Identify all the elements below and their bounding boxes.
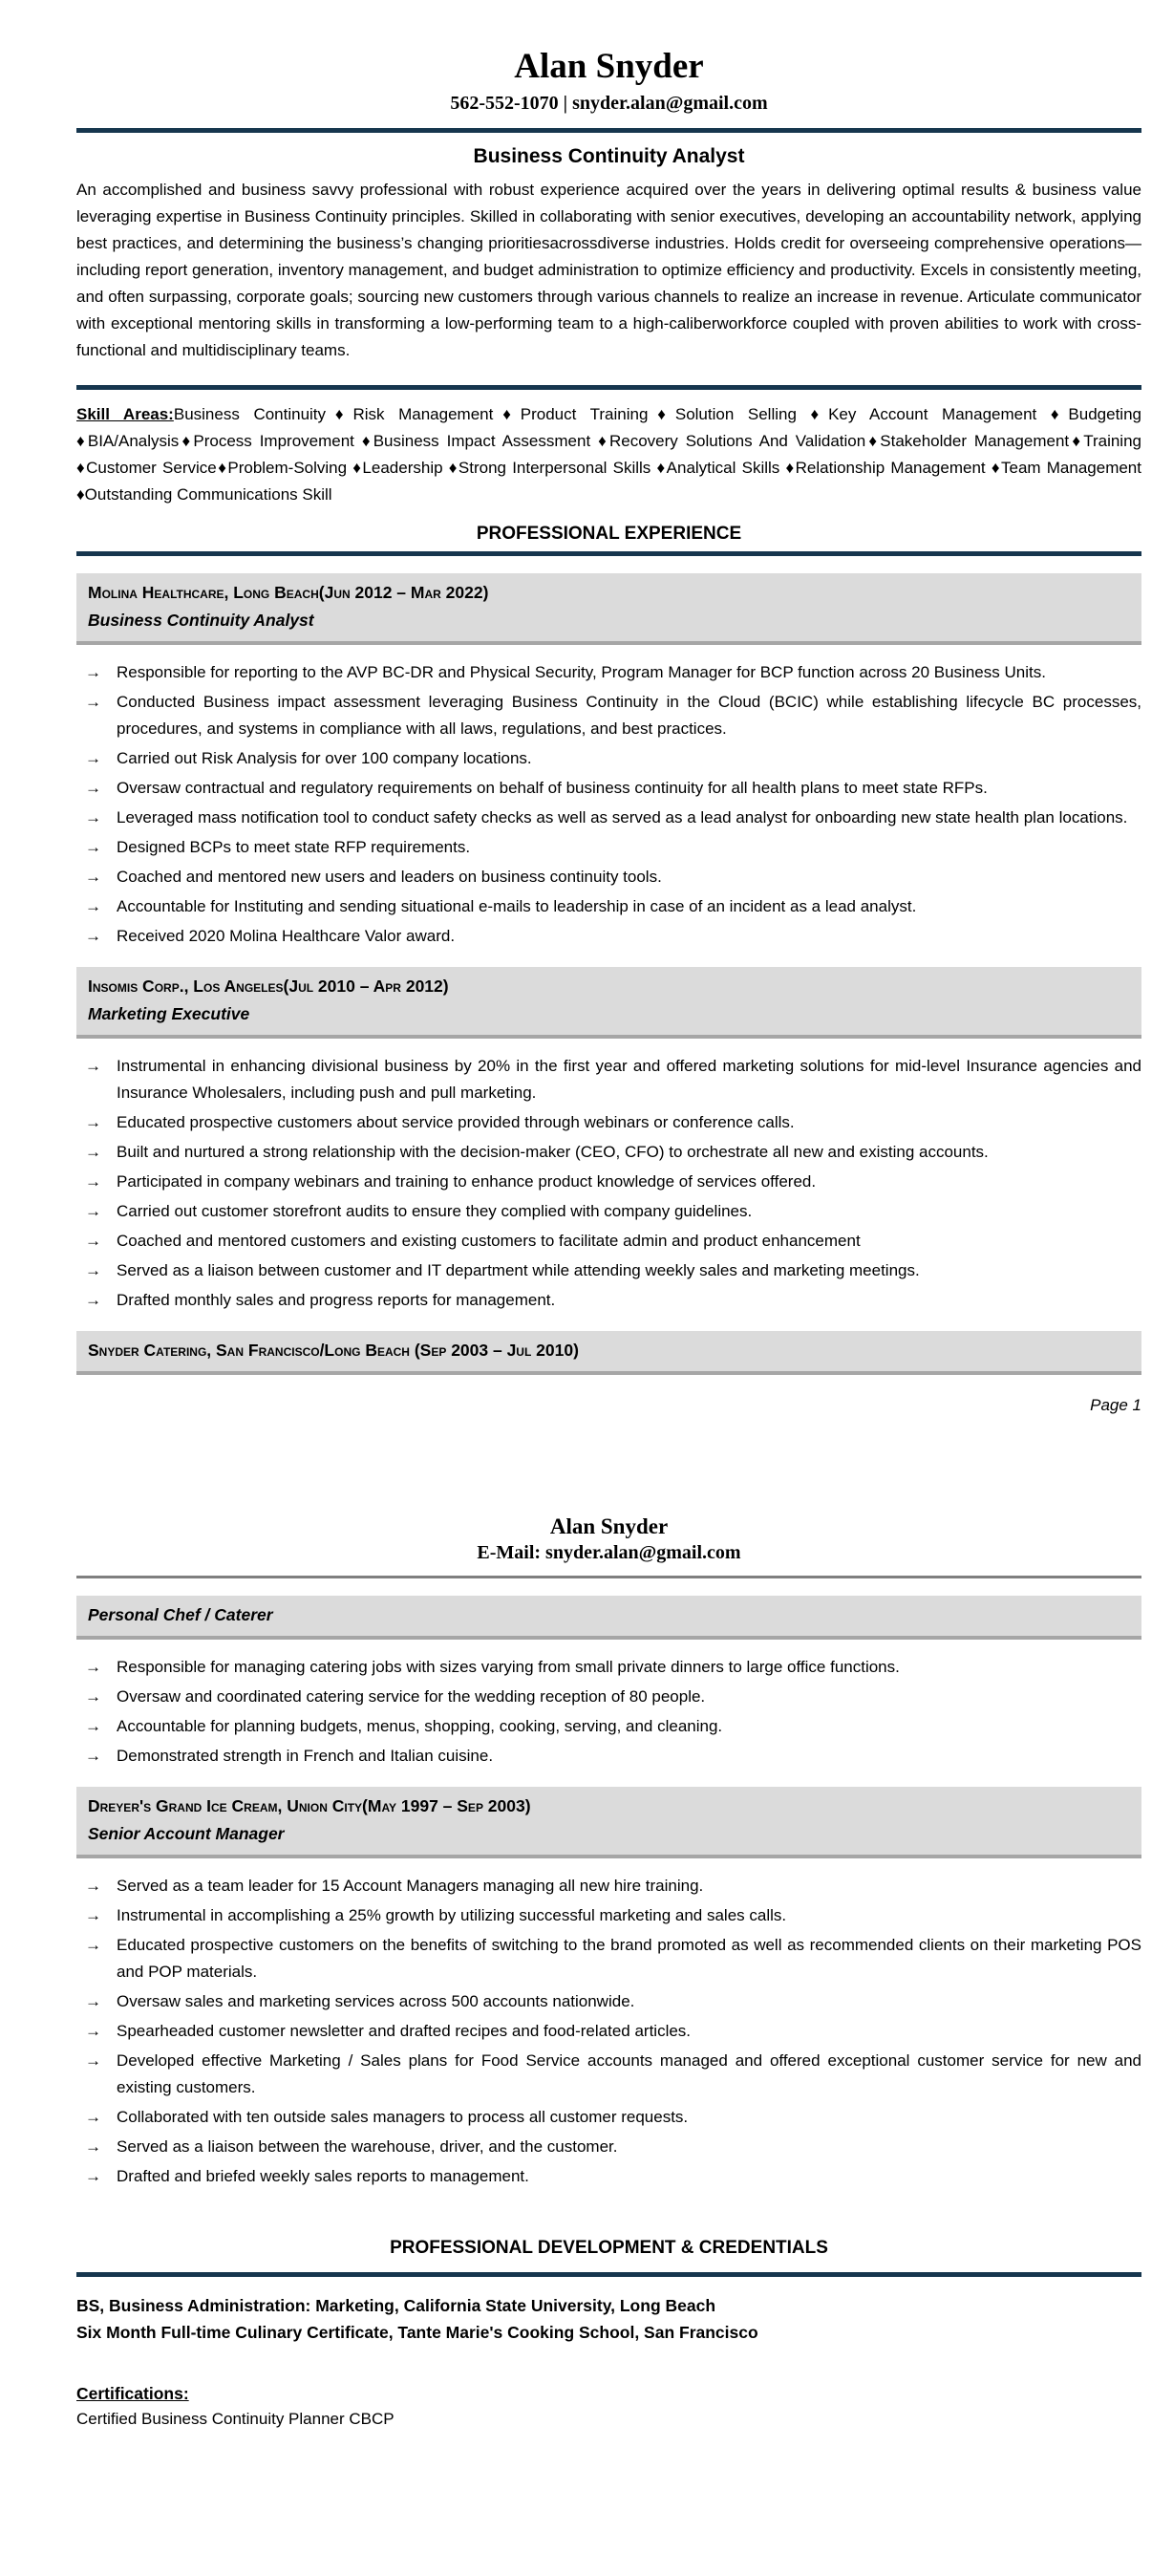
bullet-item <box>76 2048 1141 2101</box>
job-title: Personal Chef / Caterer <box>88 1604 273 1624</box>
page-title: Alan Snyder <box>514 47 704 86</box>
bullet-item <box>76 1684 1141 1710</box>
arrow-bullet-icon: → <box>85 1260 101 1279</box>
job-bullets-insomis <box>76 1053 1141 1314</box>
page2-header-divider <box>76 1576 1141 1578</box>
bullet-text: Responsible for managing catering jobs with sizes varying from small private dinners to large office functions. <box>117 1657 900 1676</box>
page2-email-line: E-Mail: snyder.alan@gmail.com <box>477 1541 741 1563</box>
bullet-item <box>76 1228 1141 1255</box>
job-header-molina <box>76 573 1141 645</box>
skills-paragraph <box>76 401 1141 508</box>
arrow-bullet-icon: → <box>85 926 101 945</box>
bullet-item <box>76 2163 1141 2190</box>
bullet-text: Participated in company webinars and training to enhance product knowledge of services offered. <box>117 1171 817 1191</box>
skills-label: Skill Areas: <box>76 404 174 423</box>
page2-name: Alan Snyder <box>549 1513 669 1538</box>
job-title: Business Continuity Analyst <box>88 610 314 630</box>
bullet-text: Served as a liaison between the warehouse, driver, and the customer. <box>117 2136 618 2156</box>
bullet-item <box>76 1713 1141 1740</box>
resume-document <box>76 0 1141 2429</box>
bullet-text: Educated prospective customers on the benefits of switching to the brand promoted as well as recommended clients on their marketing POS and POP materials. <box>117 1935 1141 1981</box>
bullet-text: Demonstrated strength in French and Italian cuisine. <box>117 1746 494 1765</box>
certifications-label: Certifications: <box>76 2383 189 2403</box>
bullet-text: Leveraged mass notification tool to conduct safety checks as well as served as a lead analyst for onboarding new state health plan locations. <box>117 807 1128 826</box>
bullet-item <box>76 1139 1141 1166</box>
arrow-bullet-icon: → <box>85 1991 101 2010</box>
bullet-text: Conducted Business impact assessment leveraging Business Continuity in the Cloud (BCIC) while establishing lifecycle BC processes, procedures, and systems in compliance with all laws, regulations, and best practices. <box>117 692 1141 738</box>
page-break-gap <box>76 1415 1141 1514</box>
bullet-text: Instrumental in accomplishing a 25% growth by utilizing successful marketing and sales calls. <box>117 1905 787 1924</box>
bullet-item <box>76 1257 1141 1284</box>
education-line: Six Month Full-time Culinary Certificate, Tante Marie's Cooking School, San Francisco <box>76 2322 758 2342</box>
arrow-bullet-icon: → <box>85 778 101 797</box>
page-number: Page 1 <box>1090 1395 1141 1414</box>
arrow-bullet-icon: → <box>85 1231 101 1250</box>
summary-paragraph: An accomplished and business savvy professional with robust experience acquired over the years in delivering optimal results & business value leveraging expertise in Business Continuity principles. Skilled in collaborating with senior executives, developing an accountability network, applying best practices, and determining the business’s changing prioritiesacrossdiverse industries. Holds credit for overseeing comprehensive operations—including report generation, inventory management, and budget administration to optimize efficiency and productivity. Excels in consistently meeting, and often surpassing, corporate goals; sourcing new customers through various channels to realize an increase in revenue. Articulate communicator with exceptional mentoring skills in transforming a low-performing team to a high-caliberworkforce coupled with proven abilities to work with cross-functional and multidisciplinary teams. <box>76 180 1141 359</box>
bullet-item <box>76 2134 1141 2160</box>
bullet-item <box>76 745 1141 772</box>
bullet-item <box>76 1169 1141 1195</box>
bullet-text: Built and nurtured a strong relationship with the decision-maker (CEO, CFO) to orchestrate all new and existing accounts. <box>117 1142 989 1161</box>
header-divider <box>76 128 1141 133</box>
bullet-text: Served as a team leader for 15 Account Managers managing all new hire training. <box>117 1876 704 1895</box>
arrow-bullet-icon: → <box>85 1142 101 1161</box>
bullet-item <box>76 1873 1141 1900</box>
bullet-text: Responsible for reporting to the AVP BC-DR and Physical Security, Program Manager for BCP function across 20 Business Units. <box>117 662 1046 681</box>
arrow-bullet-icon: → <box>85 1935 101 1954</box>
bullet-item <box>76 834 1141 861</box>
bullet-text: Instrumental in enhancing divisional business by 20% in the first year and offered marketing solutions for mid-level Insurance agencies and Insurance Wholesalers, including push and pull marketing. <box>117 1056 1141 1102</box>
bullet-item <box>76 864 1141 891</box>
arrow-bullet-icon: → <box>85 2107 101 2126</box>
bullet-item <box>76 1902 1141 1929</box>
arrow-bullet-icon: → <box>85 1201 101 1220</box>
bullet-text: Accountable for planning budgets, menus, shopping, cooking, serving, and cleaning. <box>117 1716 723 1735</box>
bullet-text: Educated prospective customers about service provided through webinars or conference calls. <box>117 1112 795 1131</box>
bullet-text: Coached and mentored new users and leaders on business continuity tools. <box>117 867 662 886</box>
bullet-text: Received 2020 Molina Healthcare Valor award. <box>117 926 456 945</box>
credentials-divider <box>76 2272 1141 2277</box>
arrow-bullet-icon: → <box>85 2021 101 2040</box>
job-company-line: Dreyer's Grand Ice Cream, Union City(May 1997 – Sep 2003) <box>88 1795 531 1815</box>
bullet-item <box>76 1053 1141 1106</box>
experience-heading: PROFESSIONAL EXPERIENCE <box>476 523 742 544</box>
bullet-item <box>76 1988 1141 2015</box>
bullet-item <box>76 1932 1141 1986</box>
bullet-text: Oversaw and coordinated catering service for the wedding reception of 80 people. <box>117 1686 706 1706</box>
bullet-text: Spearheaded customer newsletter and drafted recipes and food-related articles. <box>117 2021 692 2040</box>
role-title: Business Continuity Analyst <box>473 144 745 167</box>
arrow-bullet-icon: → <box>85 896 101 915</box>
arrow-bullet-icon: → <box>85 1905 101 1924</box>
bullet-text: Carried out Risk Analysis for over 100 company locations. <box>117 748 532 767</box>
job-header-personal-chef <box>76 1596 1141 1640</box>
arrow-bullet-icon: → <box>85 1056 101 1075</box>
job-bullets-snyder-catering <box>76 1654 1141 1770</box>
bullet-text: Developed effective Marketing / Sales plans for Food Service accounts managed and offered exceptional customer service for new and existing customers. <box>117 2050 1141 2096</box>
experience-divider <box>76 551 1141 556</box>
arrow-bullet-icon: → <box>85 692 101 711</box>
bullet-item <box>76 923 1141 950</box>
arrow-bullet-icon: → <box>85 2136 101 2156</box>
bullet-text: Oversaw contractual and regulatory requirements on behalf of business continuity for all health plans to meet state RFPs. <box>117 778 988 797</box>
education-block <box>76 2292 1141 2346</box>
job-title: Senior Account Manager <box>88 1823 285 1843</box>
arrow-bullet-icon: → <box>85 2050 101 2070</box>
bullet-item <box>76 1654 1141 1681</box>
bullet-text: Drafted and briefed weekly sales reports to management. <box>117 2166 529 2185</box>
job-title: Marketing Executive <box>88 1003 250 1023</box>
job-company-line: Molina Healthcare, Long Beach(Jun 2012 – Mar 2022) <box>88 582 489 602</box>
bullet-text: Carried out customer storefront audits to ensure they complied with company guidelines. <box>117 1201 753 1220</box>
job-bullets-dreyers <box>76 1873 1141 2190</box>
arrow-bullet-icon: → <box>85 1290 101 1309</box>
arrow-bullet-icon: → <box>85 1686 101 1706</box>
education-line: BS, Business Administration: Marketing, California State University, Long Beach <box>76 2295 716 2315</box>
arrow-bullet-icon: → <box>85 1746 101 1765</box>
job-company-line: Insomis Corp., Los Angeles(Jul 2010 – Apr 2012) <box>88 976 449 996</box>
bullet-text: Collaborated with ten outside sales managers to process all customer requests. <box>117 2107 689 2126</box>
job-company-line: Snyder Catering, San Francisco/Long Beach (Sep 2003 – Jul 2010) <box>88 1340 579 1360</box>
certification-line: Certified Business Continuity Planner CBCP <box>76 2409 395 2428</box>
bullet-text: Accountable for Instituting and sending situational e-mails to leadership in case of an incident as a lead analyst. <box>117 896 917 915</box>
bullet-text: Oversaw sales and marketing services across 500 accounts nationwide. <box>117 1991 635 2010</box>
bullet-text: Designed BCPs to meet state RFP requirements. <box>117 837 471 856</box>
bullet-item <box>76 689 1141 742</box>
job-header-insomis <box>76 967 1141 1039</box>
arrow-bullet-icon: → <box>85 867 101 886</box>
arrow-bullet-icon: → <box>85 1171 101 1191</box>
bullet-item <box>76 2018 1141 2045</box>
skills-section <box>76 385 1141 508</box>
bullet-item <box>76 2104 1141 2131</box>
bullet-item <box>76 1287 1141 1314</box>
arrow-bullet-icon: → <box>85 1657 101 1676</box>
bullet-item <box>76 1109 1141 1136</box>
arrow-bullet-icon: → <box>85 1112 101 1131</box>
bullet-item <box>76 893 1141 920</box>
skills-list-text: Business Continuity♦Risk Management♦Product Training♦Solution Selling ♦Key Account Management ♦Budgeting ♦BIA/Analysis♦Process Improvement ♦Business Impact Assessment ♦Recovery Solutions And Validation♦Stakeholder Management♦Training ♦Customer Service♦Problem-Solving ♦Leadership ♦Strong Interpersonal Skills ♦Analytical Skills ♦Relationship Management ♦Team Management ♦Outstanding Communications Skill <box>76 404 1141 504</box>
job-header-snyder-catering <box>76 1331 1141 1375</box>
arrow-bullet-icon: → <box>85 2166 101 2185</box>
bullet-item <box>76 1198 1141 1225</box>
arrow-bullet-icon: → <box>85 748 101 767</box>
arrow-bullet-icon: → <box>85 837 101 856</box>
job-header-dreyers <box>76 1787 1141 1858</box>
bullet-item <box>76 775 1141 802</box>
arrow-bullet-icon: → <box>85 662 101 681</box>
arrow-bullet-icon: → <box>85 1876 101 1895</box>
arrow-bullet-icon: → <box>85 807 101 826</box>
bullet-text: Drafted monthly sales and progress reports for management. <box>117 1290 556 1309</box>
bullet-item <box>76 805 1141 831</box>
bullet-item <box>76 1743 1141 1770</box>
bullet-text: Coached and mentored customers and existing customers to facilitate admin and product enhancement <box>117 1231 861 1250</box>
job-bullets-molina <box>76 659 1141 950</box>
bullet-item <box>76 659 1141 686</box>
arrow-bullet-icon: → <box>85 1716 101 1735</box>
bullet-text: Served as a liaison between customer and IT department while attending weekly sales and marketing meetings. <box>117 1260 920 1279</box>
contact-line: 562-552-1070 | snyder.alan@gmail.com <box>450 92 768 114</box>
credentials-heading: PROFESSIONAL DEVELOPMENT & CREDENTIALS <box>390 2237 828 2258</box>
